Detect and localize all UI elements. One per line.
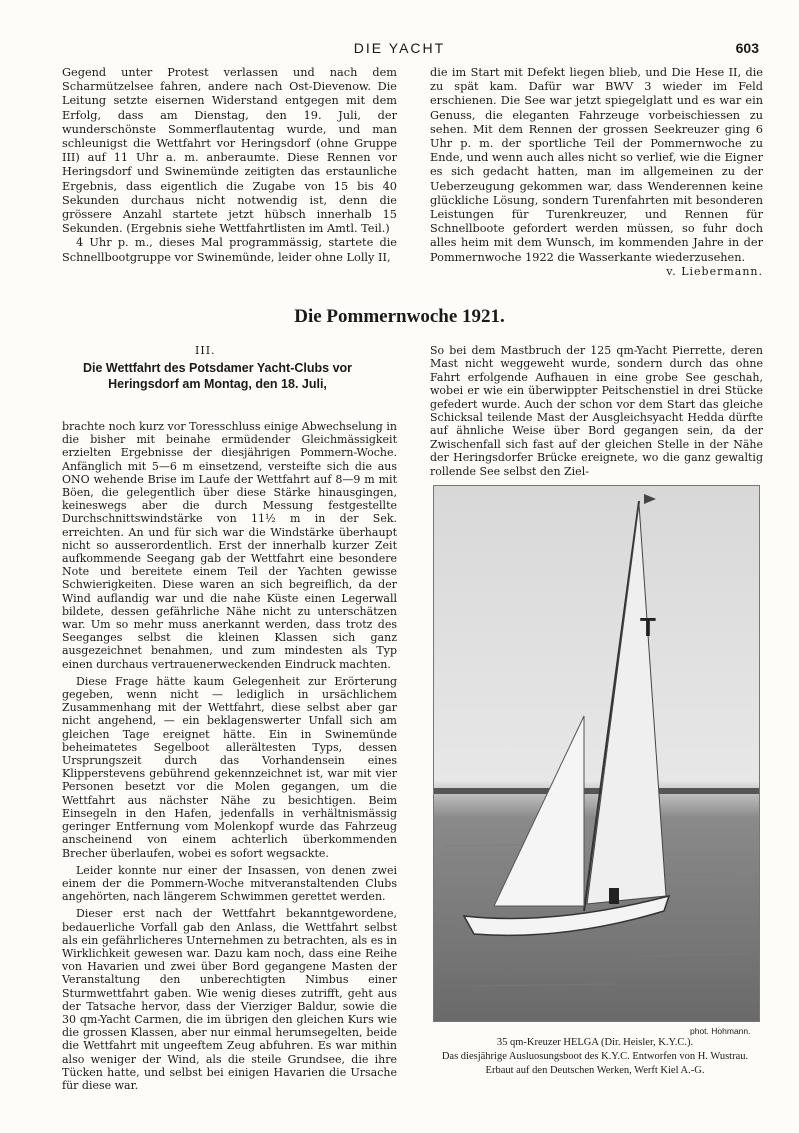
article-left-column — [62, 420, 397, 1092]
paragraph: 4 Uhr p. m., dieses Mal programmässig, startete die Schnellbootgruppe vor Swinemünde, leider ohne Lolly II, — [62, 236, 397, 264]
caption-line: Erbaut auf den Deutschen Werken, Werft Kiel A.-G. — [485, 1065, 705, 1076]
paragraph: die im Start mit Defekt liegen blieb, und Die Hese II, die zu spät kam. Dafür war BWV 3 wieder im Feld erschienen. Die See war jetzt spiegelglatt und es war ein Genuss, die eleganten Fahrzeuge vorbeischiessen zu sehen. Mit dem Rennen der grossen Seekreuzer ging 6 Uhr p. m. der sportliche Teil der Pommernwoche zu Ende, und wenn auch alles nicht so verlief, wie die Eigner es sich gedacht hatten, man im allgemeinen zu der Ueberzeugung gekommen war, dass Wenderennen keine glückliche Lösung, sondern Turenfahrten mit besonderen Leistungen für Turenkreuzer, und Rennen für Schnellboote gefordert werden müssen, so fuhr doch alles heim mit dem Wunsch, im kommenden Jahre in der Pommernwoche 1922 die Wasserkante wiederzusehen. — [430, 66, 764, 264]
photo-credit: phot. Hohmann. — [690, 1026, 751, 1036]
top-left-column — [62, 66, 397, 265]
caption-line: Das diesjährige Ausluosungsboot des K.Y.C. Entworfen von H. Wustrau. — [441, 1051, 749, 1062]
sailboat-illustration — [434, 486, 759, 1021]
paragraph: Gegend unter Protest verlassen und nach dem Scharmützelsee fahren, andere nach Ost-Dievenow. Die Leitung setzte eisernen Widerstand entgegen mit dem Erfolg, dass am Dienstag, den 19. Juli, der wunderschönste Sommerflautentag wurde, und man schleunigst die Wettfahrt vor Heringsdorf (ohne Gruppe III) auf 11 Uhr a. m. anberaumte. Diese Rennen vor Heringsdorf und Swinemünde zeitigten das erstaunliche Ergebnis, dass eigentlich die Zugabe von 15 bis 40 Sekunden durchaus nicht notwendig ist, denn die grössere Anzahl startete jetzt hübsch innerhalb 15 Sekunden. (Ergebnis siehe Wettfahrtlisten im Amtl. Teil.) — [62, 66, 397, 236]
article-title: Die Pommernwoche 1921. — [294, 306, 505, 327]
section-heading: Die Wettfahrt des Potsdamer Yacht-Clubs vor Heringsdorf am Montag, den 18. Juli, — [82, 361, 353, 391]
paragraph: Diese Frage hätte kaum Gelegenheit zur Erörterung gegeben, wenn nicht — lediglich in ursächlichem Zusammenhang mit der Wettfahrt, diese selbst aber gar nicht angehend, — ein beklagenswerter Unfall sich am gleichen Tage ereignet hätte. Ein in Swinemünde beheimatetes Segelboot allerältesten Typs, dessen Ursprungszeit durch das Vorhandensein eines Klipperstevens gebührend gekennzeichnet ist, war mit vier Personen besetzt vor die Molen gegangen, um die Wettfahrt aus nächster Nähe zu besichtigen. Beim Einsegeln in den Hafen, jedenfalls in verhältnismässig geringer Entfernung vom Molenkopf wurde das Fahrzeug anscheinend von einem achterlich überkommenden Brecher überlaufen, wobei es sofort wegsackte. — [62, 674, 397, 860]
section-number: III. — [195, 344, 216, 357]
caption-line: 35 qm-Kreuzer HELGA (Dir. Heisler, K.Y.C.). — [496, 1037, 694, 1048]
article-right-column — [430, 344, 763, 478]
top-right-column — [430, 66, 763, 279]
author-signature: v. Liebermann. — [666, 264, 763, 278]
running-header-title: DIE YACHT — [353, 40, 446, 56]
paragraph: So bei dem Mastbruch der 125 qm-Yacht Pierrette, deren Mast nicht weggeweht wurde, sondern durch das ohne Fahrt erfolgende Aufhauen in eine grobe See geschah, wobei er wie ein überwippter Peitschenstiel in drei Stücke gefedert wurde. Auch der schon vor dem Start das gleiche Schicksal teilende Mast der Ausgleichsyacht Hedda dürfte auf ähnliche Weise über Bord gegangen sein, da der Zwischenfall sich fast auf der gleichen Stelle in der Nähe der Heringsdorfer Brücke ereignete, wo die ganz gewaltig rollende See selbst den Ziel- — [430, 344, 763, 478]
yacht-photo — [433, 485, 760, 1022]
paragraph: brachte noch kurz vor Toresschluss einige Abwechselung in die bisher mit beinahe ermüdender Gleichmässigkeit erzielten Ergebnisse der diesjährigen Pommern-Woche. Anfänglich mit 5—6 m einsetzend, versteifte sich die aus ONO wehende Brise im Laufe der Wettfahrt auf 8—9 m mit Böen, die gelegentlich über diese Stärke hinausgingen, keineswegs aber die durch Messung festgestellte Durchschnittswindstärke von 11½ m in der Sek. erreichten. An und für sich war die Windstärke überhaupt nicht so ausserordentlich. Erst der innerhalb kurzer Zeit aufkommende Seegang gab der Wettfahrt eine besondere Note und bereitete einem Teil der Yachten gewisse Schwierigkeiten. Diese waren an sich begreiflich, da der Wind auflandig war und die nahe Küste einen Legerwall bildete, dessen gefährliche Nähe nicht zu unterschätzen war. Um so mehr muss anerkannt werden, dass trotz des Seeganges selbst die kleinen Klassen sich ganz ausgezeichnet benahmen, und zum mindesten als Typ einen durchaus vertrauenerweckenden Eindruck machten. — [62, 420, 397, 671]
sail-number: T — [640, 612, 656, 642]
photo-caption — [420, 1036, 770, 1078]
page-number: 603 — [735, 40, 759, 56]
paragraph: Leider konnte nur einer der Insassen, von denen zwei einem der die Pommern-Woche mitveranstaltenden Clubs angehörten, nach längerem Schwimmen gerettet werden. — [62, 863, 397, 904]
paragraph: Dieser erst nach der Wettfahrt bekanntgewordene, bedauerliche Vorfall gab den Anlass, die Wettfahrt selbst als ein gefährlicheres Unternehmen zu betrachten, als es in Wirklichkeit gewesen war. Dazu kam noch, dass eine Reihe von Havarien und zwei über Bord gegangene Masten der Veranstaltung den unberechtigten Nimbus einer Sturmwettfahrt gaben. Wie wenig dieses zutrifft, geht aus der Tatsache hervor, dass der Vierziger Baldur, sowie die 30 qm-Yacht Carmen, die im übrigen den gleichen Kurs wie die grossen Klassen, aber nur einmal herumsegelten, beide die Wettfahrt mit ungeeftem Zeug abfuhren. Es war mithin also weniger der Wind, als die steile Grundsee, die ihre Tücken hatte, und selbst bei einigen Havarien die Ursache für diese war. — [62, 907, 397, 1092]
